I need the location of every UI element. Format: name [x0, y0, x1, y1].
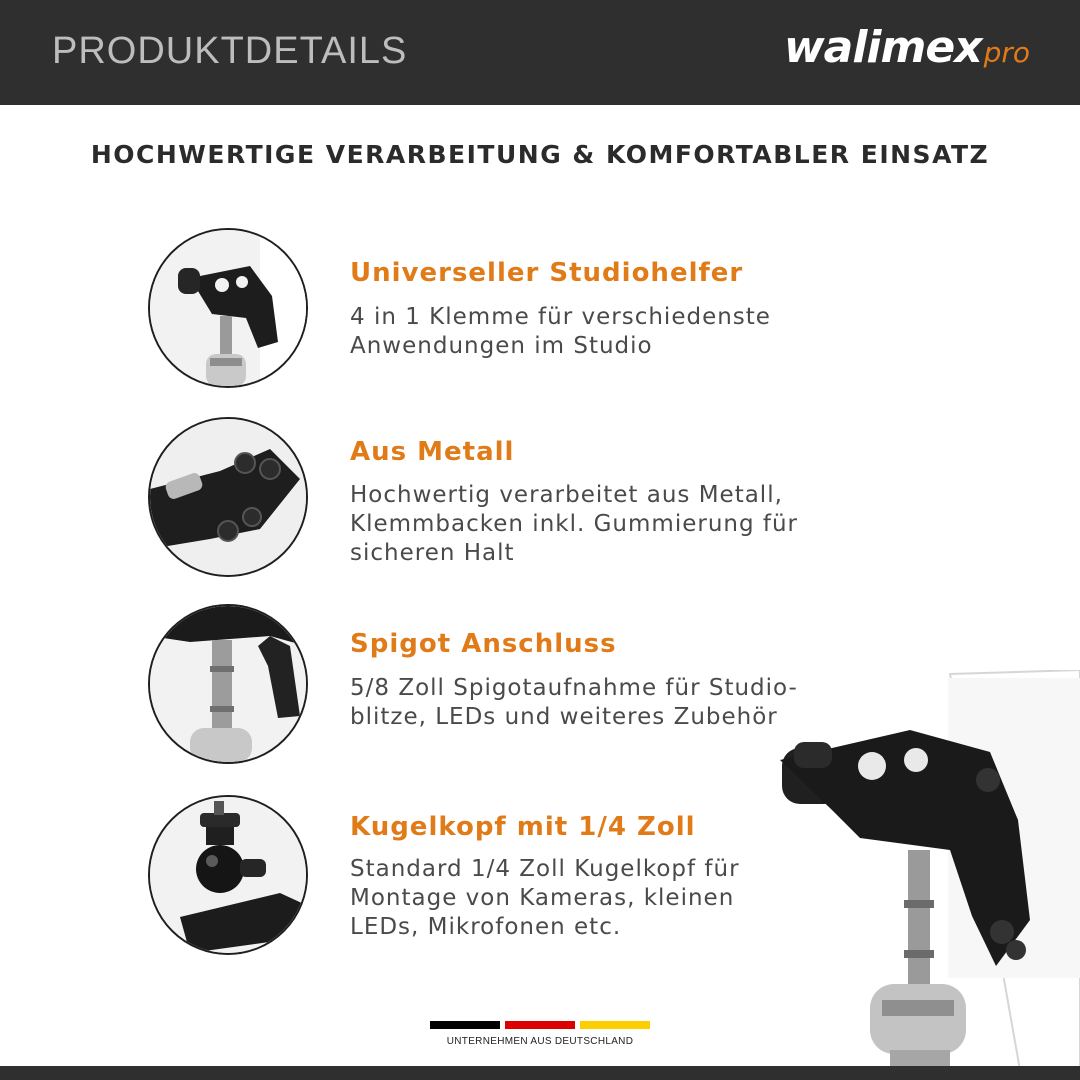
feature-description-line: 4 in 1 Klemme für verschiedenste: [350, 304, 771, 330]
feature-description-line: Standard 1/4 Zoll Kugelkopf für: [350, 856, 740, 882]
feature-metal: [148, 417, 868, 577]
header-title: PRODUKTDETAILS: [52, 30, 408, 72]
feature-title: Aus Metall: [350, 437, 515, 467]
spigot-photo-icon: [148, 604, 308, 764]
clamp-overview-photo-icon: [148, 228, 308, 388]
flag-stripe-red: [505, 1021, 575, 1029]
feature-title: Spigot Anschluss: [350, 629, 617, 659]
bottom-bar: [0, 1066, 1080, 1080]
feature-description-line: Anwendungen im Studio: [350, 333, 653, 359]
feature-description-line: Klemmbacken inkl. Gummierung für: [350, 511, 799, 537]
feature-universal: [148, 228, 868, 388]
feature-description-line: sicheren Halt: [350, 540, 515, 566]
feature-description-line: LEDs, Mikrofonen etc.: [350, 914, 622, 940]
feature-description-line: Hochwertig verarbeitet aus Metall,: [350, 482, 783, 508]
flag-stripe-black: [430, 1021, 500, 1029]
header-bar: [0, 0, 1080, 105]
origin-caption: UNTERNEHMEN AUS DEUTSCHLAND: [446, 1036, 634, 1047]
feature-description-line: blitze, LEDs und weiteres Zubehör: [350, 704, 778, 730]
metal-jaw-photo-icon: [148, 417, 308, 577]
feature-description-line: Montage von Kameras, kleinen: [350, 885, 735, 911]
flag-stripe-gold: [580, 1021, 650, 1029]
feature-title: Universeller Studiohelfer: [350, 258, 744, 288]
brand-logo-sub: pro: [983, 36, 1030, 69]
brand-logo-main: walimex: [784, 22, 982, 73]
product-clamp-photo-icon: [740, 670, 1080, 1070]
feature-description-line: 5/8 Zoll Spigotaufnahme für Studio-: [350, 675, 798, 701]
page-headline: HOCHWERTIGE VERARBEITUNG & KOMFORTABLER EINSATZ: [90, 140, 990, 169]
feature-description: [350, 303, 820, 361]
brand-logo: [784, 22, 1030, 82]
feature-title: Kugelkopf mit 1/4 Zoll: [350, 812, 696, 842]
feature-description: [350, 481, 820, 568]
ball-head-photo-icon: [148, 795, 308, 955]
